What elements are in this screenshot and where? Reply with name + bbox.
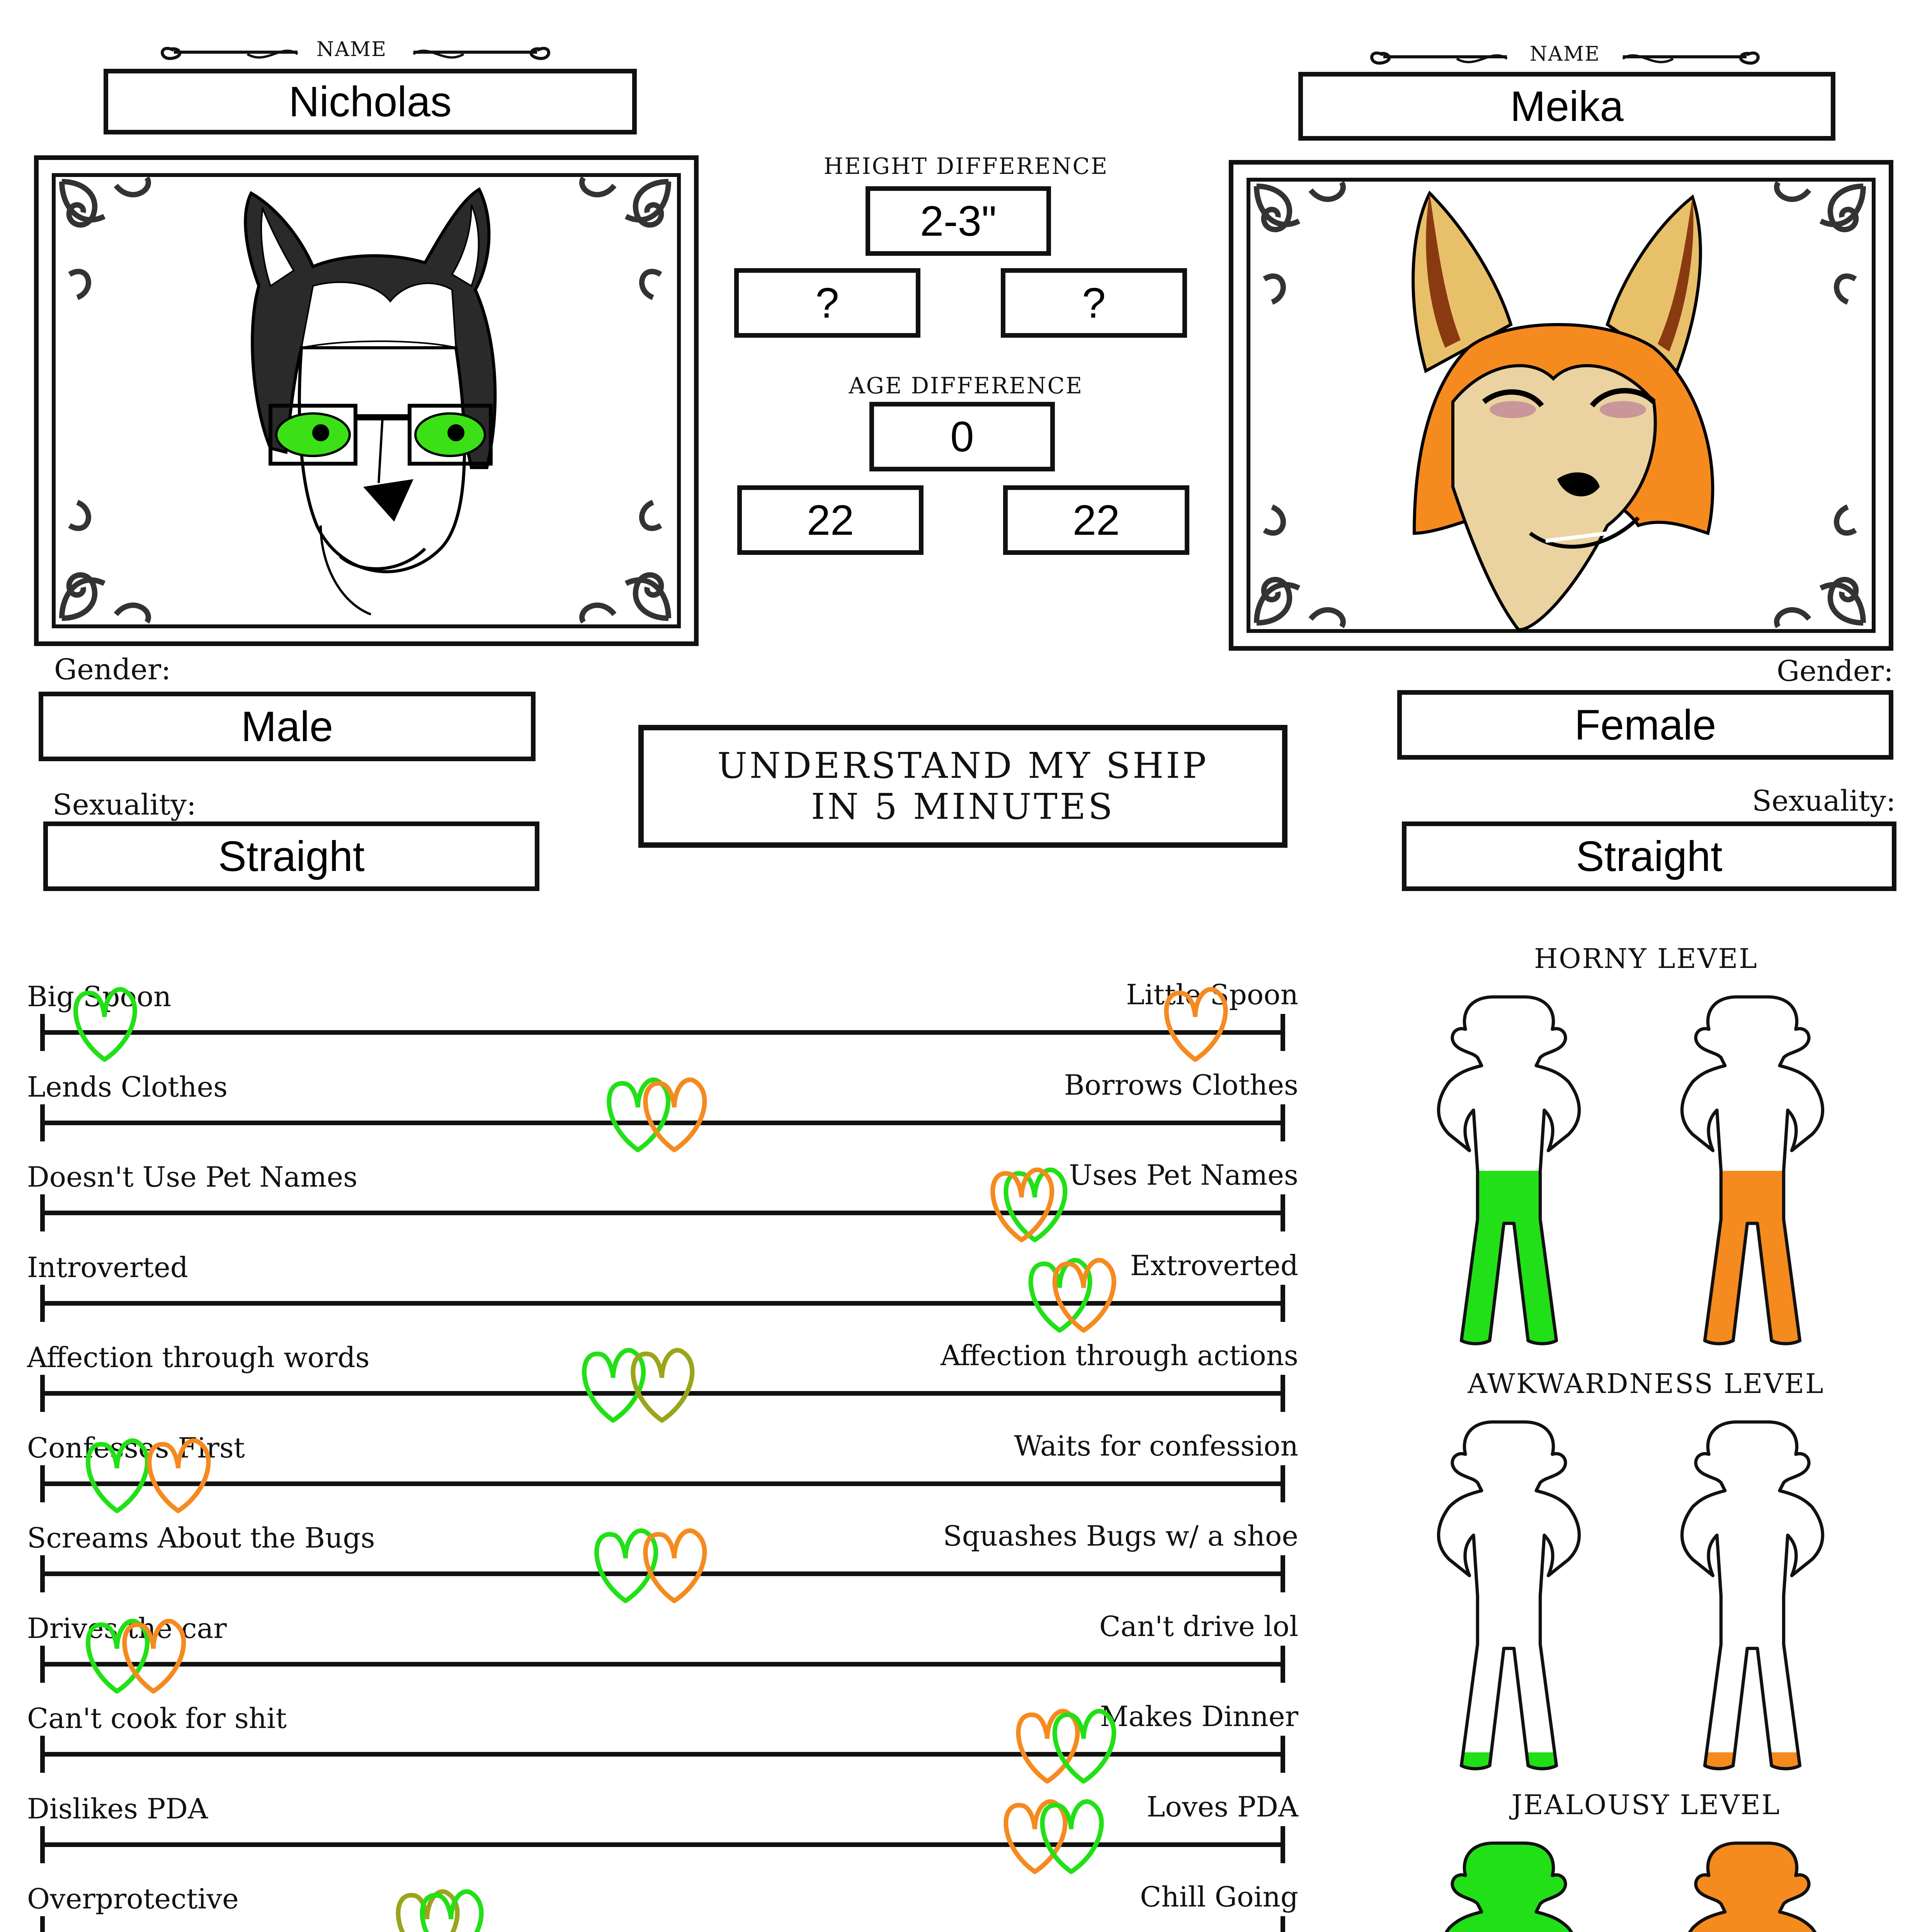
left-sexuality-label: Sexuality: [53,788,196,821]
level-fill [1677,1843,1828,1932]
scale-right-label: Little Spoon [1126,978,1298,1011]
right-sexuality-label: Sexuality: [1752,784,1896,818]
nicholas-level-figure [1391,1422,1627,1770]
scale-right-label: Squashes Bugs w/ a shoe [943,1520,1298,1552]
figure-outline [1439,997,1579,1344]
age-difference-label: AGE DIFFERENCE [849,372,1083,399]
right-name-field[interactable]: Meika [1298,72,1835,141]
meika-level-figure [1634,1843,1870,1932]
left-name-field[interactable]: Nicholas [104,69,637,134]
left-gender-label: Gender: [54,653,171,686]
scale-left-label: Lends Clothes [27,1070,228,1103]
level-fill [1433,1752,1585,1770]
figure-outline [1682,1422,1823,1769]
scale-left-label: Overprotective [27,1883,239,1915]
scale-right-label: Can't drive lol [1099,1610,1298,1643]
meter-label: JEALOUSY LEVEL [1511,1789,1781,1821]
meter-label: HORNY LEVEL [1534,943,1758,975]
ship-title-line2: IN 5 MINUTES [811,786,1115,827]
figure-outline [1682,997,1823,1344]
level-fill [1433,1171,1585,1345]
scale-left-label: Confesses First [27,1431,245,1464]
right-age-field[interactable]: 22 [1003,485,1189,555]
scale-right-label: Waits for confession [1014,1429,1298,1462]
scale-left-label: Doesn't Use Pet Names [27,1161,358,1193]
scale-left-label: Can't cook for shit [27,1702,287,1735]
left-gender-field[interactable]: Male [39,692,536,761]
scale-right-label: Chill Going [1140,1881,1298,1913]
nicholas-level-figure [1391,1843,1627,1932]
scale-left-label: Introverted [27,1251,188,1284]
meika-level-figure [1634,1422,1870,1770]
nicholas-level-figure [1391,997,1627,1345]
scale-right-label: Uses Pet Names [1069,1159,1298,1191]
scale-left-label: Screams About the Bugs [27,1522,375,1554]
height-difference-field[interactable]: 2-3" [866,186,1051,256]
left-age-field[interactable]: 22 [737,485,923,555]
meika-level-figure [1634,997,1870,1345]
right-gender-field[interactable]: Female [1397,690,1893,760]
height-difference-label: HEIGHT DIFFERENCE [823,153,1109,179]
scale-right-label: Loves PDA [1146,1790,1298,1823]
right-gender-label: Gender: [1776,655,1893,688]
left-name-label: NAME [316,38,387,61]
meter-label: AWKWARDNESS LEVEL [1468,1368,1825,1400]
scale-right-label: Makes Dinner [1100,1700,1298,1733]
right-sexuality-field[interactable]: Straight [1402,821,1896,891]
scale-left-label: Dislikes PDA [27,1792,208,1825]
right-height-field[interactable]: ? [1001,268,1187,338]
scale-left-label: Affection through words [27,1341,370,1374]
level-fill [1677,1752,1828,1770]
ship-title-line1: UNDERSTAND MY SHIP [717,745,1209,787]
scale-right-label: Borrows Clothes [1064,1068,1298,1101]
age-difference-field[interactable]: 0 [869,402,1055,471]
figure-outline [1439,1422,1579,1769]
level-fill [1433,1843,1585,1932]
scale-left-label: Drives the car [27,1612,227,1645]
left-height-field[interactable]: ? [734,268,920,338]
level-fill [1677,1171,1828,1345]
left-sexuality-field[interactable]: Straight [43,821,539,891]
scale-left-label: Big Spoon [27,980,172,1013]
scale-right-label: Affection through actions [940,1339,1298,1372]
scale-right-label: Extroverted [1130,1249,1298,1282]
right-name-label: NAME [1529,43,1600,66]
